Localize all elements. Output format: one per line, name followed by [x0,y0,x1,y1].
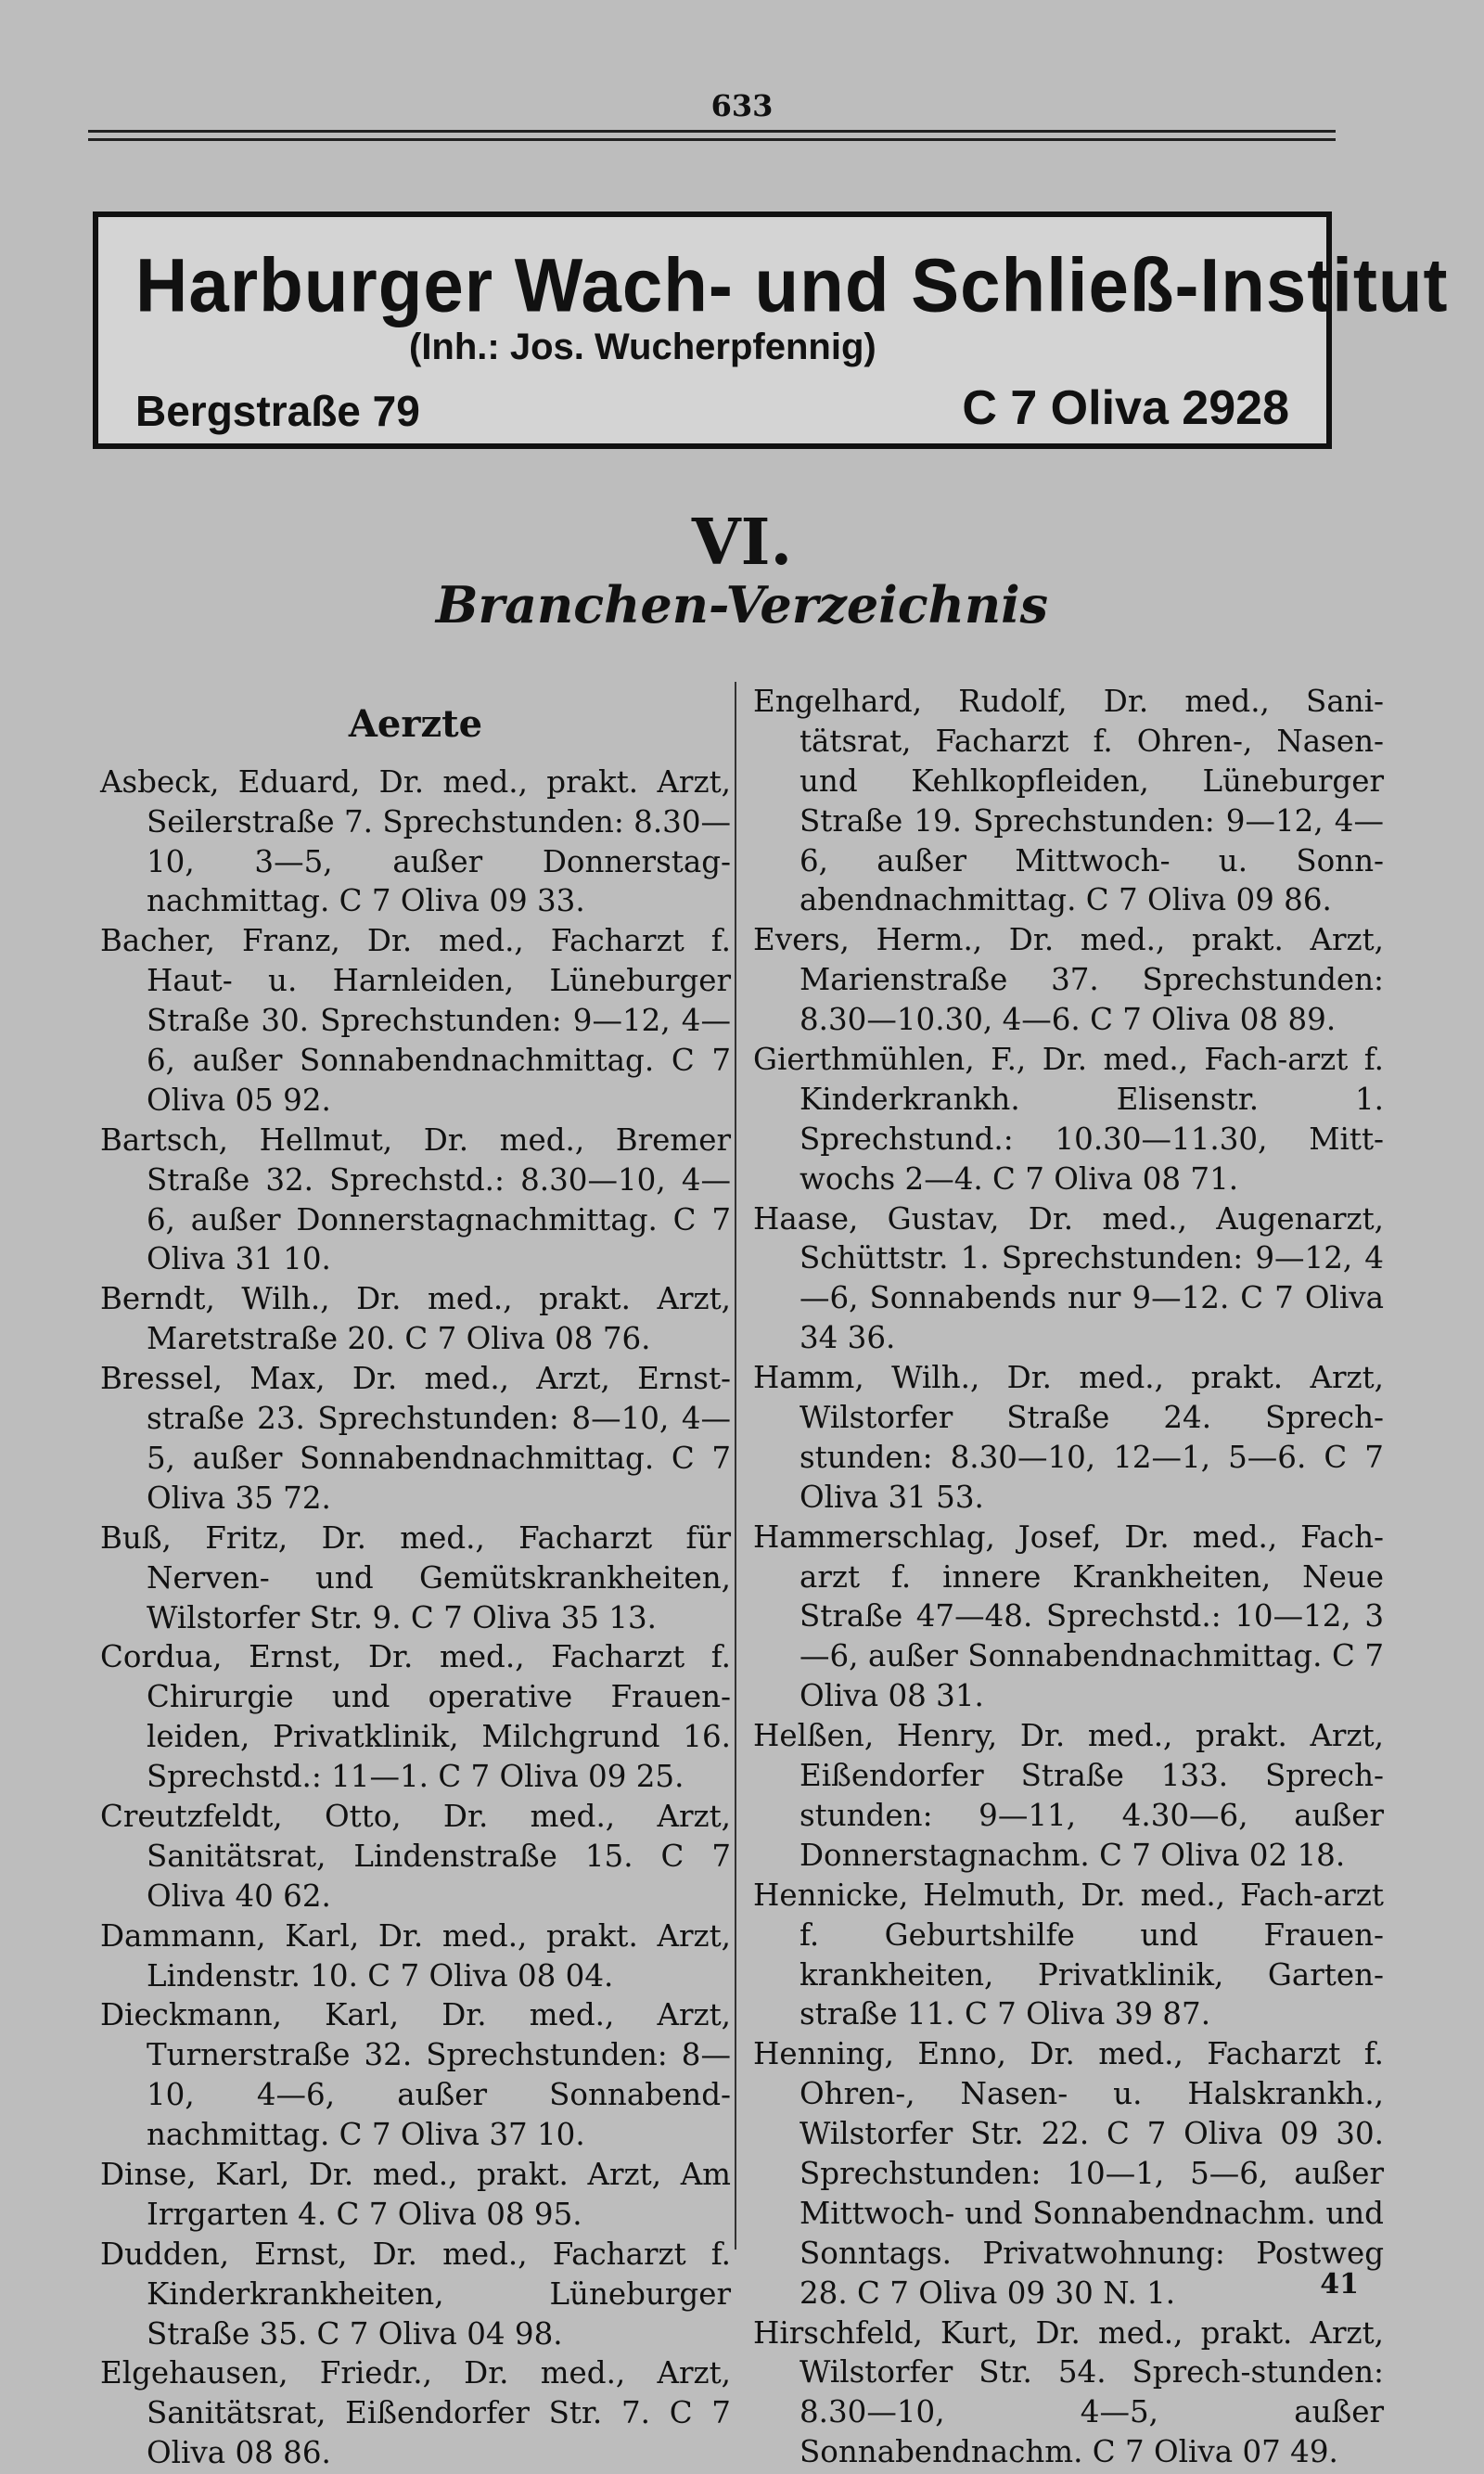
directory-entry: Haase, Gustav, Dr. med., Augenarzt, Schüttstr. 1. Sprechstunden: 9—12, 4—6, Sonnabends nur 9—12. C 7 Oliva 34 36. [753,1200,1384,1356]
directory-entry: Elgehausen, Friedr., Dr. med., Arzt, Sanitätsrat, Eißendorfer Str. 7. C 7 Oliva 08 86. [100,2355,731,2471]
directory-entry: Hirschfeld, Kurt, Dr. med., prakt. Arzt, Wilstorfer Str. 54. Sprech-stunden: 8.30—10, 4—5, außer Sonnabendnachm. C 7 Oliva 07 49. [753,2314,1384,2470]
directory-entry: Hamm, Wilh., Dr. med., prakt. Arzt, Wilstorfer Straße 24. Sprech-stunden: 8.30—10, 12—1, 5—6. C 7 Oliva 31 53. [753,1360,1384,1515]
column-divider [735,682,736,2250]
section-numeral: VI. [691,506,793,580]
page-number-top: 633 [710,88,774,123]
advertisement-address: Bergstraße 79 [135,387,420,435]
header-rule-top [88,130,1336,133]
directory-entry: Dinse, Karl, Dr. med., prakt. Arzt, Am Irrgarten 4. C 7 Oliva 08 95. [100,2156,731,2232]
directory-entry: Buß, Fritz, Dr. med., Facharzt für Nerven- und Gemütskrankheiten, Wilstorfer Str. 9. C 7 Oliva 35 13. [100,1519,731,1635]
left-entries-list [100,763,731,2473]
advertisement-title: Harburger Wach- und Schließ-Institut [135,241,1449,328]
directory-entry: Cordua, Ernst, Dr. med., Facharzt f. Chirurgie und operative Frauen-leiden, Privatklinik, Milchgrund 16. Sprechstd.: 11—1. C 7 Oliva 09 25. [100,1639,731,1795]
directory-entry: Bressel, Max, Dr. med., Arzt, Ernst-straße 23. Sprechstunden: 8—10, 4—5, außer Sonnabendnachmittag. C 7 Oliva 35 72. [100,1361,731,1516]
section-title: Branchen-Verzeichnis [435,575,1049,635]
directory-entry: Asbeck, Eduard, Dr. med., prakt. Arzt, Seilerstraße 7. Sprechstunden: 8.30—10, 3—5, außer Donnerstag-nachmittag. C 7 Oliva 09 33. [100,763,732,919]
directory-entry: Engelhard, Rudolf, Dr. med., Sani-tätsrat, Facharzt f. Ohren-, Nasen- und Kehlkopfleiden, Lüneburger Straße 19. Sprechstunden: 9—12, 4—6, außer Mittwoch- u. Sonn-abendnachmittag. C 7 Oliva 09 86. [753,684,1384,918]
advertisement-box [93,212,1449,449]
advertisement-phone: C 7 Oliva 2928 [962,381,1289,435]
category-heading: Aerzte [348,702,483,746]
right-entries-list [753,682,1384,2472]
left-column [100,682,731,2473]
directory-entry: Dammann, Karl, Dr. med., prakt. Arzt, Lindenstr. 10. C 7 Oliva 08 04. [100,1917,731,1993]
right-column [753,682,1384,2472]
directory-entry: Gierthmühlen, F., Dr. med., Fach-arzt f. Kinderkrankh. Elisenstr. 1. Sprechstund.: 10.30—11.30, Mitt-wochs 2—4. C 7 Oliva 08 71. [753,1042,1384,1197]
header-rule-bottom [88,138,1336,141]
directory-entry: Evers, Herm., Dr. med., prakt. Arzt, Marienstraße 37. Sprechstunden: 8.30—10.30, 4—6. C 7 Oliva 08 89. [753,922,1384,1038]
page-number-bottom: 41 [1320,2268,1359,2301]
directory-entry: Helßen, Henry, Dr. med., prakt. Arzt, Eißendorfer Straße 133. Sprech-stunden: 9—11, 4.30—6, außer Donnerstagnachm. C 7 Oliva 02 18. [753,1718,1384,1873]
directory-entry: Creutzfeldt, Otto, Dr. med., Arzt, Sanitätsrat, Lindenstraße 15. C 7 Oliva 40 62. [100,1798,731,1914]
directory-entry: Dudden, Ernst, Dr. med., Facharzt f. Kinderkrankheiten, Lüneburger Straße 35. C 7 Oliva 04 98. [100,2236,731,2352]
directory-entry: Dieckmann, Karl, Dr. med., Arzt, Turnerstraße 32. Sprechstunden: 8—10, 4—6, außer Sonnabend-nachmittag. C 7 Oliva 37 10. [100,1997,731,2153]
directory-entry: Bacher, Franz, Dr. med., Facharzt f. Haut- u. Harnleiden, Lüneburger Straße 30. Sprechstunden: 9—12, 4—6, außer Sonnabendnachmittag. C 7 Oliva 05 92. [100,923,731,1118]
advertisement-owner: (Inh.: Jos. Wucherpfennig) [409,327,876,367]
directory-entry: Bartsch, Hellmut, Dr. med., Bremer Straße 32. Sprechstd.: 8.30—10, 4—6, außer Donnerstagnachmittag. C 7 Oliva 31 10. [100,1122,731,1277]
directory-entry: Hammerschlag, Josef, Dr. med., Fach-arzt f. innere Krankheiten, Neue Straße 47—48. Sprechstd.: 10—12, 3—6, außer Sonnabendnachmittag. C 7 Oliva 08 31. [753,1519,1384,1714]
directory-entry: Henning, Enno, Dr. med., Facharzt f. Ohren-, Nasen- u. Halskrankh., Wilstorfer Str. 22. C 7 Oliva 09 30. Sprechstunden: 10—1, 5—6, außer Mittwoch- und Sonnabendnachm. und Sonntags. Privatwohnung: Postweg 28. C 7 Oliva 09 30 N. 1. [753,2036,1384,2311]
directory-entry: Berndt, Wilh., Dr. med., prakt. Arzt, Maretstraße 20. C 7 Oliva 08 76. [100,1281,731,1357]
directory-entry: Hennicke, Helmuth, Dr. med., Fach-arzt f. Geburtshilfe und Frauen-krankheiten, Privatklinik, Garten-straße 11. C 7 Oliva 39 87. [753,1877,1384,2032]
